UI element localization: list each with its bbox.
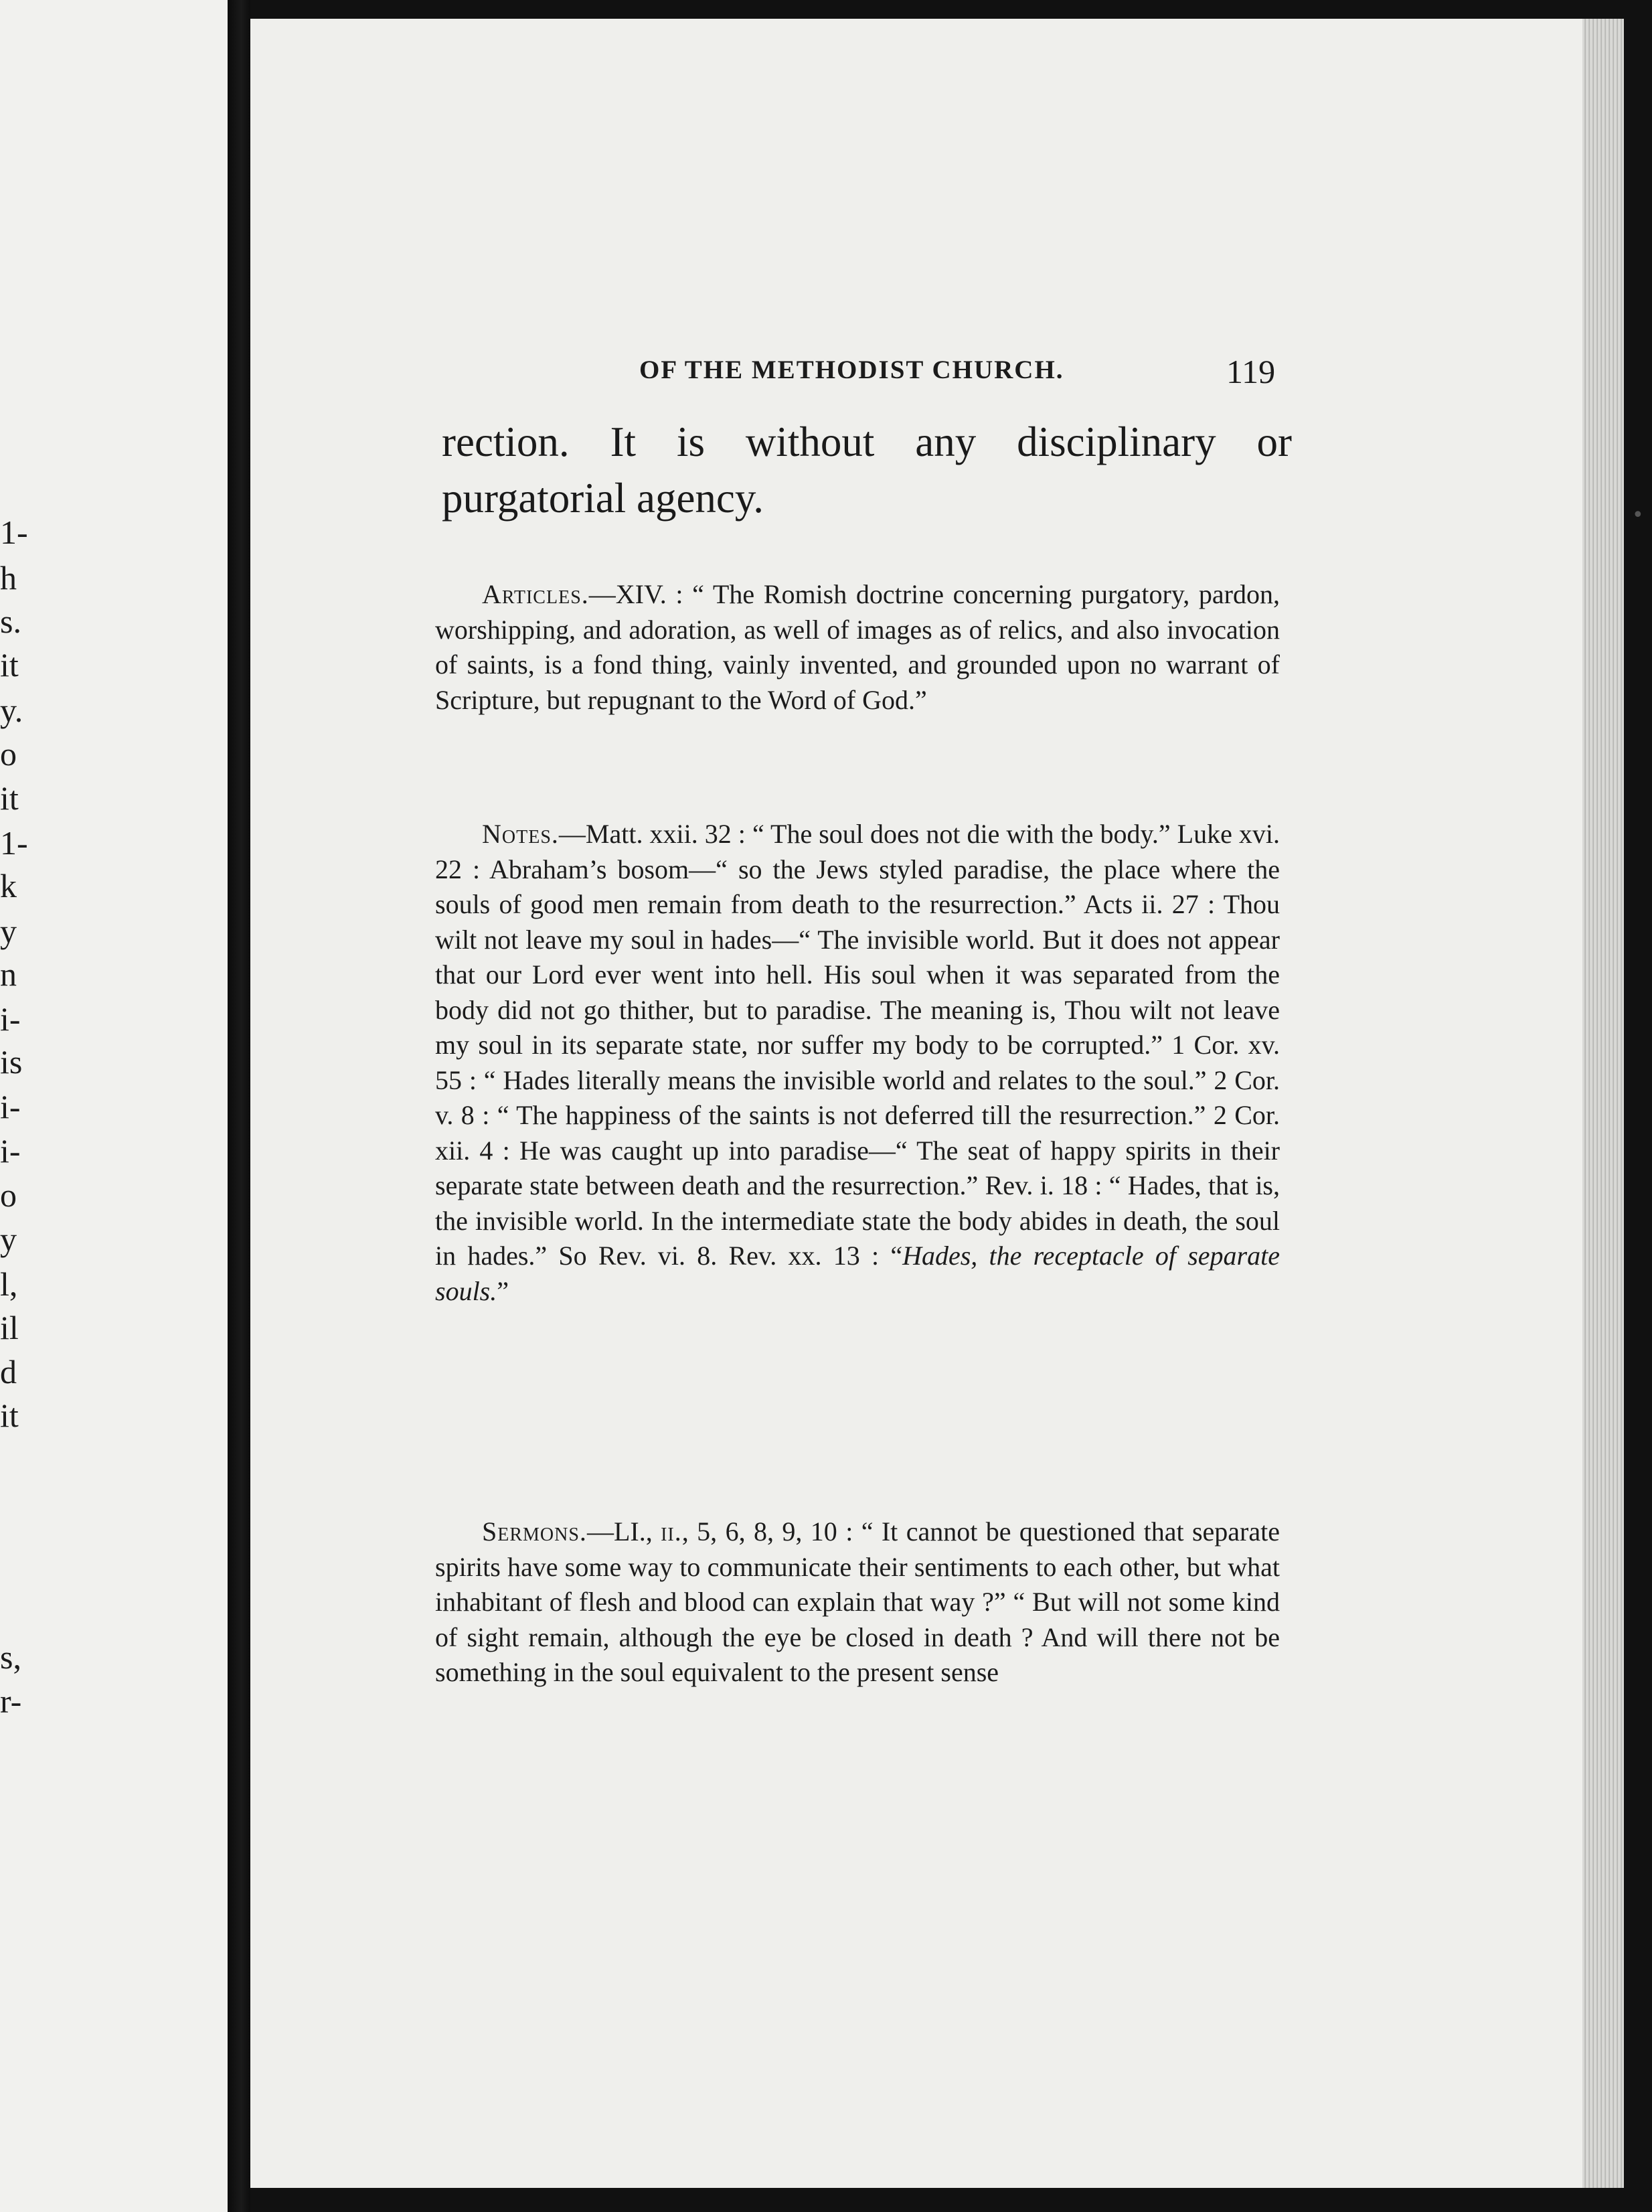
sermons-text-a: —LI., — [586, 1516, 661, 1547]
page-edge-stack — [1582, 19, 1624, 2188]
notes-closing: ” — [497, 1275, 509, 1306]
sermons-paragraph — [435, 1514, 1280, 1690]
left-page-edge-letter: d — [0, 1353, 17, 1391]
notes-label: Notes. — [482, 819, 559, 849]
left-page-edge-letter: i- — [0, 1132, 21, 1170]
left-page-edge-letter: o — [0, 1176, 17, 1214]
left-page-edge-letter: i- — [0, 1000, 21, 1038]
left-page-edge-letter: 1- — [0, 824, 28, 862]
running-head: OF THE METHODIST CHURCH. — [639, 356, 1064, 384]
left-page-edge-letter: it — [0, 779, 19, 817]
notes-text: —Matt. xxii. 32 : “ The soul does not die with the body.” Luke xvi. 22 : Abraham’s bosom—“ so the Jews styled paradise, the place where the souls of good men remain from death to the resurrection.” Acts ii. 27 : Thou wilt not leave my soul in hades—“ The invisible world. But it does not appear that our Lord ever went into hell. His soul when it was separated from the body did not go thither, but to paradise. The meaning is, Thou wilt not leave my soul in its separate state, nor suffer my body to be corrupted.” 1 Cor. xv. 55 : “ Hades literally means the invisible world and relates to the soul.” 2 Cor. v. 8 : “ The happiness of the saints is not deferred till the resurrection.” 2 Cor. xii. 4 : He was caught up into paradise—“ The seat of happy spirits in their separate state between death and the resurrection.” Rev. i. 18 : “ Hades, that is, the invisible world. In the intermediate state the body abides in death, the soul in hades.” So Rev. vi. 8. Rev. xx. 13 : “ — [435, 819, 1280, 1271]
left-page-edge-letter: l, — [0, 1265, 18, 1303]
left-page-edge-letter: i- — [0, 1088, 21, 1125]
articles-paragraph — [435, 577, 1280, 718]
book-gutter — [228, 0, 250, 2212]
left-page-edge-letter: y — [0, 913, 17, 950]
left-page-edge-letter: y — [0, 1220, 17, 1258]
left-page-fragment — [0, 0, 228, 2212]
left-page-edge-letter: k — [0, 867, 17, 904]
sermons-small-caps: ii. — [661, 1516, 682, 1547]
left-page-edge-letter: it — [0, 1397, 19, 1434]
notes-paragraph — [435, 817, 1280, 1309]
notes-italic-quote: Hades, the receptacle of separate souls. — [435, 1241, 1280, 1306]
page-number: 119 — [1226, 353, 1276, 390]
articles-label: Articles. — [482, 579, 589, 609]
left-page-edge-letter: s, — [0, 1638, 21, 1676]
left-page-edge-letter: it — [0, 646, 19, 684]
left-page-edge-letter: o — [0, 735, 17, 773]
opening-paragraph: rection. It is without any disciplinary or purgatorial agency. — [442, 418, 1292, 522]
sermons-text-b: , 5, 6, 8, 9, 10 : “ It cannot be questioned that separate spirits have some way to communicate their sentiments to each other, but what inhabitant of flesh and blood can explain that way ?” “ But will not some kind of sight remain, although the eye be closed in death ? And will there not be something in the soul equivalent to the present sense — [435, 1516, 1280, 1687]
left-page-edge-letter: 1- — [0, 514, 28, 551]
articles-text: —XIV. : “ The Romish doctrine concerning purgatory, pardon, worshipping, and adoration, as well of images as of relics, and also invocation of saints, is a fond thing, vainly invented, and grounded upon no warrant of Scripture, but repugnant to the Word of God.” — [435, 579, 1280, 715]
sermons-label: Sermons. — [482, 1516, 587, 1547]
left-page-edge-letter: y. — [0, 692, 23, 729]
left-page-edge-letter: il — [0, 1309, 19, 1346]
left-page-edge-letter: n — [0, 955, 17, 993]
left-page-edge-letter: is — [0, 1043, 23, 1081]
left-page-edge-letter: h — [0, 559, 17, 597]
edge-mark: • — [1632, 503, 1644, 527]
left-page-edge-letter: r- — [0, 1682, 22, 1720]
left-page-edge-letter: s. — [0, 603, 21, 640]
